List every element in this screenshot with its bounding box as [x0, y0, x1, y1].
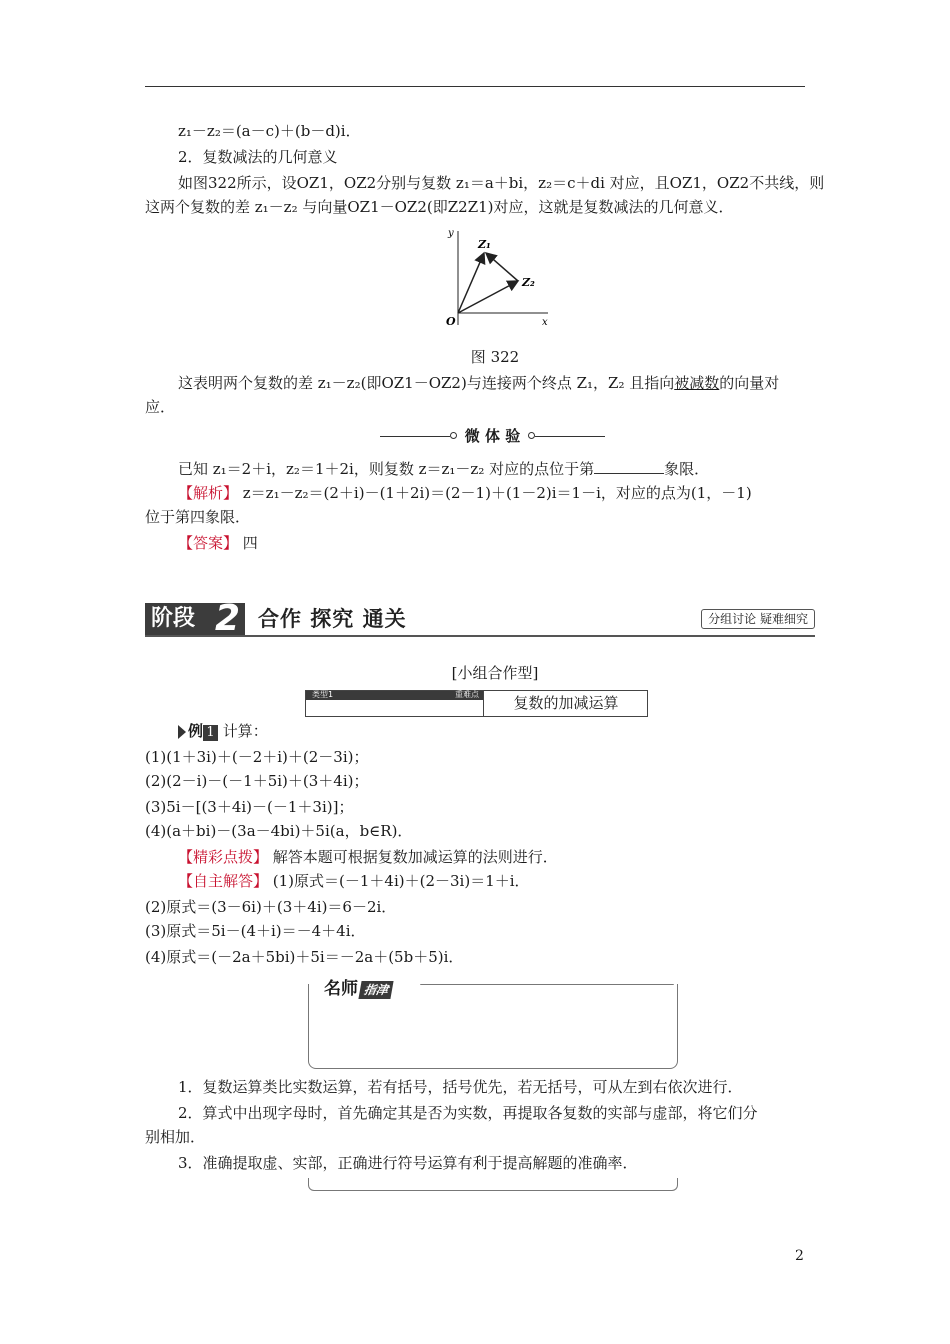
vector-oz2: [458, 281, 518, 313]
origin-label: O: [446, 315, 456, 328]
vector-oz1: [458, 253, 484, 313]
example-number: 1: [203, 725, 218, 741]
x-axis-label: x: [542, 317, 548, 328]
answer-blank: [594, 459, 664, 474]
figure-caption: 图 322: [470, 348, 520, 366]
hint-label: 【精彩点拨】: [178, 848, 269, 866]
tip-item: 3．准确提取虚、实部，正确进行符号运算有利于提高解题的准确率．: [178, 1154, 638, 1172]
tip-item: 别相加．: [145, 1128, 206, 1146]
stage-number: 2: [215, 598, 241, 639]
example-item: (1)(1＋3i)＋(－2＋i)＋(2－3i)；: [145, 748, 369, 766]
header-rule: [145, 86, 805, 87]
z2-label: Z₂: [522, 276, 535, 289]
example-item: (3)5i－[(3＋4i)－(－1＋3i)]；: [145, 798, 354, 816]
type-box: [305, 690, 648, 717]
page-number: 2: [795, 1248, 804, 1264]
micro-experience-divider: [380, 426, 605, 446]
vector-z2z1: [486, 253, 518, 281]
underlined-term: 被减数: [674, 374, 720, 392]
example-heading: 例 1 计算：: [178, 720, 268, 742]
vector-figure: [430, 225, 560, 335]
z1-label: Z₁: [478, 238, 491, 251]
stage-title: 合作 探究 通关: [258, 607, 407, 631]
type-bar: 类型1 重难点: [306, 691, 483, 700]
paragraph-line: 这表明两个复数的差 z₁－z₂(即OZ1－OZ2)与连接两个终点 Z₁，Z₂ 且指向被减数的向量对: [178, 374, 780, 392]
tips-label: 名师 指津: [318, 975, 398, 1003]
exercise-question: 已知 z₁＝2＋i，z₂＝1＋2i，则复数 z＝z₁－z₂ 对应的点位于第 象限．: [178, 460, 710, 478]
paragraph-line: 这两个复数的差 z₁－z₂ 与向量OZ1－OZ2(即Z2Z1)对应，这就是复数减法的几何意义．: [145, 198, 734, 216]
answer-line: 【答案】 四: [178, 534, 258, 552]
example-arrow-icon: [178, 725, 186, 739]
subsection-heading: 2．复数减法的几何意义: [178, 148, 338, 166]
paragraph-line: 如图322所示，设OZ1，OZ2分别与复数 z₁＝a＋bi，z₂＝c＋di 对应，且OZ1，OZ2不共线，则: [178, 174, 825, 192]
tip-item: 2．算式中出现字母时，首先确定其是否为实数，再提取各复数的实部与虚部，将它们分: [178, 1104, 758, 1122]
solution-line: (3)原式＝5i－(4＋i)＝－4＋4i．: [145, 922, 366, 940]
solution-line: (2)原式＝(3－6i)＋(3＋4i)＝6－2i．: [145, 898, 397, 916]
y-axis-label: y: [448, 228, 454, 239]
stage-tag: 分组讨论 疑难细究: [701, 609, 815, 629]
solution-line: 【自主解答】 (1)原式＝(－1＋4i)＋(2－3i)＝1＋i．: [178, 872, 530, 890]
analysis-line: 【解析】 z＝z₁－z₂＝(2＋i)－(1＋2i)＝(2－1)＋(1－2)i＝1－i，对应的点为(1，－1): [178, 484, 752, 502]
analysis-label: 【解析】: [178, 484, 239, 502]
solution-line: (4)原式＝(－2a＋5bi)＋5i＝－2a＋(5b＋5)i．: [145, 948, 464, 966]
solution-label: 【自主解答】: [178, 872, 269, 890]
tips-frame-bottom: [308, 1178, 678, 1191]
example-item: (4)(a＋bi)－(3a－4bi)＋5i(a，b∈R)．: [145, 822, 413, 840]
tip-item: 1．复数运算类比实数运算，若有括号，括号优先，若无括号，可从左到右依次进行．: [178, 1078, 743, 1096]
analysis-line: 位于第四象限．: [145, 508, 251, 526]
type-title: 复数的加减运算: [513, 694, 619, 712]
micro-experience-title: 微 体 验: [464, 427, 521, 445]
stage-banner: [145, 598, 815, 639]
tips-badge: 指津: [358, 981, 393, 999]
group-type-label: [小组合作型]: [451, 664, 539, 682]
example-item: (2)(2－i)－(－1＋5i)＋(3＋4i)；: [145, 772, 369, 790]
stage-label: 阶段 2: [145, 603, 245, 635]
hint-line: 【精彩点拨】 解答本题可根据复数加减运算的法则进行．: [178, 848, 558, 866]
answer-label: 【答案】: [178, 534, 239, 552]
paragraph-line: 应．: [145, 398, 176, 416]
formula-line: z₁－z₂＝(a－c)＋(b－d)i．: [178, 122, 361, 140]
